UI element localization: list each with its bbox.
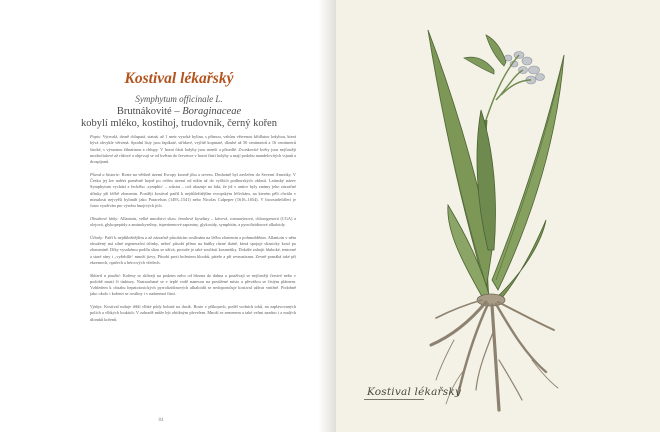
paragraph-contents bbox=[90, 216, 296, 229]
paragraph-text: Patří k nejdůležitějším a až zázračně působícím rostlinám na léčbu zlomenin a pohmožděnin. Allantoin v něm obsažený má silné regenerační účinky, neboť působí přímo na buňky různé tkáně, která spojuje sliznicky kostí po zlomenině. Díky vysokému podílu slizu se užívá, protože je také součástí kosmetiky. Dokáže zahojit hluboké, tentorné a staré rány i „vyžebílit“ množí jizvy. Působí proti bolestem kloubů, páteře a při revmatismu. Zevně pomáhá také při ekzemech, opařech a bércových vředech. bbox=[90, 234, 296, 265]
plate-caption: Kostival lékařský bbox=[367, 386, 462, 398]
latin-name: Symphytum officinale L. bbox=[135, 94, 223, 104]
comfrey-illustration bbox=[336, 0, 660, 432]
family-czech: Brutnákovité – bbox=[116, 106, 183, 117]
paragraph-lead: Původ a historie: bbox=[90, 171, 121, 177]
paragraph-lead: Sklizeň a použití: bbox=[90, 272, 121, 278]
paragraph-description bbox=[90, 134, 296, 165]
paragraph-lead: Obsahové látky: bbox=[90, 215, 119, 221]
paragraph-occurrence bbox=[90, 304, 296, 323]
paragraph-text: Roste na většině území Evropy kromě jihu a severu. Druhotně byl zavlečen do Severní Ameriky. V Česku jej lze nalézt poměrně hojně po celém území od nížin až do vyšších podhorských oblastí. Latinský název Symphytum vychází z řeckého ‚symphis‘ – srůstat – což ukazuje na fakt, že již v antice byly známy jeho zázračné účinky při léčbě zlomenin. Později kostival patřil k nejdůležitějším evropským léčivkám, na kterém pěli chválu v minulosti nejvyšší bylináři jako Paracelsus (1493–1541) nebo Nicolas Culpeper (1616–1654). V bioostrdelifferi je často využíván pro výrobu hnojivých jích. bbox=[90, 171, 296, 209]
paragraph-effects bbox=[90, 235, 296, 266]
plant-family bbox=[76, 106, 282, 118]
paragraph-text: Kořeny se sklízejí na podzim nebo od března do dubna a používají se nejčastěji čerstvé nebo v podobě mastí či tinktury. Nastrouhané se v teplé vodě nanesou na postižené místo a převážou se čistým plátnem. Vzhledem k obsahu hepatotoxických pyrrolizidinových alkaloidů se nedoporučuje kostival užívat vnitřně. Podobně jako okolo i kořenit se rostliny i v nadzemní části. bbox=[90, 272, 296, 297]
upper-bracts bbox=[464, 35, 506, 74]
large-leaves bbox=[428, 30, 564, 305]
body-text bbox=[90, 134, 296, 329]
text-page bbox=[0, 0, 322, 432]
plant-title: Kostival lékařský bbox=[124, 70, 234, 87]
paragraph-text: Allantoin, velké množství slizu, fenolové kyseliny – kávová, rozmarýnová, chlorogenová (CGA) a olejová, glykopeptidy a aminokyseliny, triperinenové saponiny, glykosidy, symphitin, a pyrrolizidinové alkaloidy. bbox=[90, 215, 296, 228]
paragraph-text: Vytrvalá, drsně chlupatá, statná, až 1 metr vysoká bylina, s přímou, vzhůru větvenou křídlatou lodyhou, která bývá obvykle větvená. Spodní listy jsou řapíkaté, střídavé, vejčitě kopinaté, dlouhé až 50 centimetrů a 16 centimetrů široké, s výraznou žilnatinou a chlupy. V horní části lodyhy jsou menší a přisedlé. Zvonkovité květy jsou nejčastěji modrofialové až růžové a objevují se od května do července v horní části lodyhy a mají podobu mandelovitých vijanů a drospíjanů. bbox=[90, 134, 296, 165]
paragraph-text: Kostival miluje těžší vlhké půdy bohaté na dusík. Roste v příkopech, podél vodních toků, na zaplavovaných polích a vlhkých loukách. V zahradě může být obtížným plevelem. Množí se semenem a také velmi snadno i z malých úlomků kořenů. bbox=[90, 304, 296, 322]
page-number: 84 bbox=[158, 418, 164, 423]
paragraph-lead: Účinky: bbox=[90, 234, 104, 240]
entry-header bbox=[76, 70, 282, 130]
illustration-page bbox=[336, 0, 660, 432]
folk-names: kobylí mléko, kostihoj, trudovník, černý kořen bbox=[81, 118, 277, 129]
paragraph-lead: Výskyt: bbox=[90, 304, 103, 310]
paragraph-origin bbox=[90, 172, 296, 210]
family-latin: Boraginaceae bbox=[182, 106, 242, 117]
flower-stems bbox=[486, 55, 531, 120]
paragraph-harvest bbox=[90, 273, 296, 298]
paragraph-lead: Popis: bbox=[90, 134, 102, 139]
caption-underline bbox=[364, 399, 424, 400]
